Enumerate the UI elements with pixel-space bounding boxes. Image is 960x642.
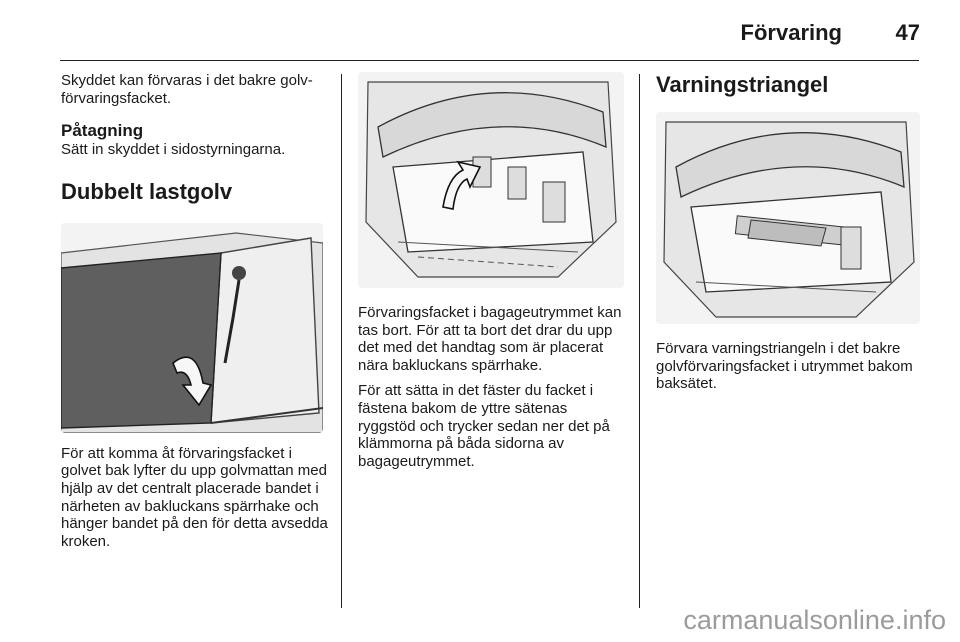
header-title: Förvaring [740, 20, 842, 45]
column-3 [656, 72, 922, 393]
page-number: 47 [895, 20, 920, 45]
body-text-para-2: För att sätta in det fäster du facket i fästena bakom de yttre sätenas ryggstöd och trycker sedan ner det på klämmorna på båda sidorna av bagageutrymmet. [358, 382, 610, 470]
storage-compartment-illustration [358, 72, 624, 288]
intro-text: Skyddet kan förvaras i det bakre golvförvaringsfacket. [61, 72, 313, 107]
column-divider-1 [341, 74, 342, 608]
subheading-patagning: Påtagning [61, 121, 144, 141]
section-title-varningstriangel: Varningstriangel [656, 72, 829, 97]
column-1 [61, 72, 331, 550]
watermark: carmanualsonline.info [683, 605, 946, 635]
body-text-para-1: Förvaringsfacket i bagageutrymmet kan tas bort. För att ta bort det drar du upp det med det handtag som är placerat nära bakluckans spärrhake. [358, 304, 622, 374]
body-text-dubbelt-lastgolv: För att komma åt förvaringsfacket i golvet bak lyfter du upp golvmattan med hjälp av det centralt placerade bandet i närheten av bakluckans spärrhake och hänger bandet på den för detta avsedda kroken. [61, 444, 328, 550]
column-divider-2 [639, 74, 640, 608]
floor-mat-illustration [61, 223, 323, 433]
warning-triangle-storage-illustration [656, 112, 920, 324]
page-header [0, 0, 960, 62]
column-2 [358, 72, 626, 470]
header-rule [60, 60, 919, 61]
section-title-dubbelt-lastgolv: Dubbelt lastgolv [61, 178, 233, 204]
body-text-varningstriangel: Förvara varningstriangeln i det bakre golvförvaringsfacket i utrymmet bakom baksätet. [656, 340, 913, 393]
subheading-text: Sätt in skyddet i sidostyrningarna. [61, 141, 286, 159]
